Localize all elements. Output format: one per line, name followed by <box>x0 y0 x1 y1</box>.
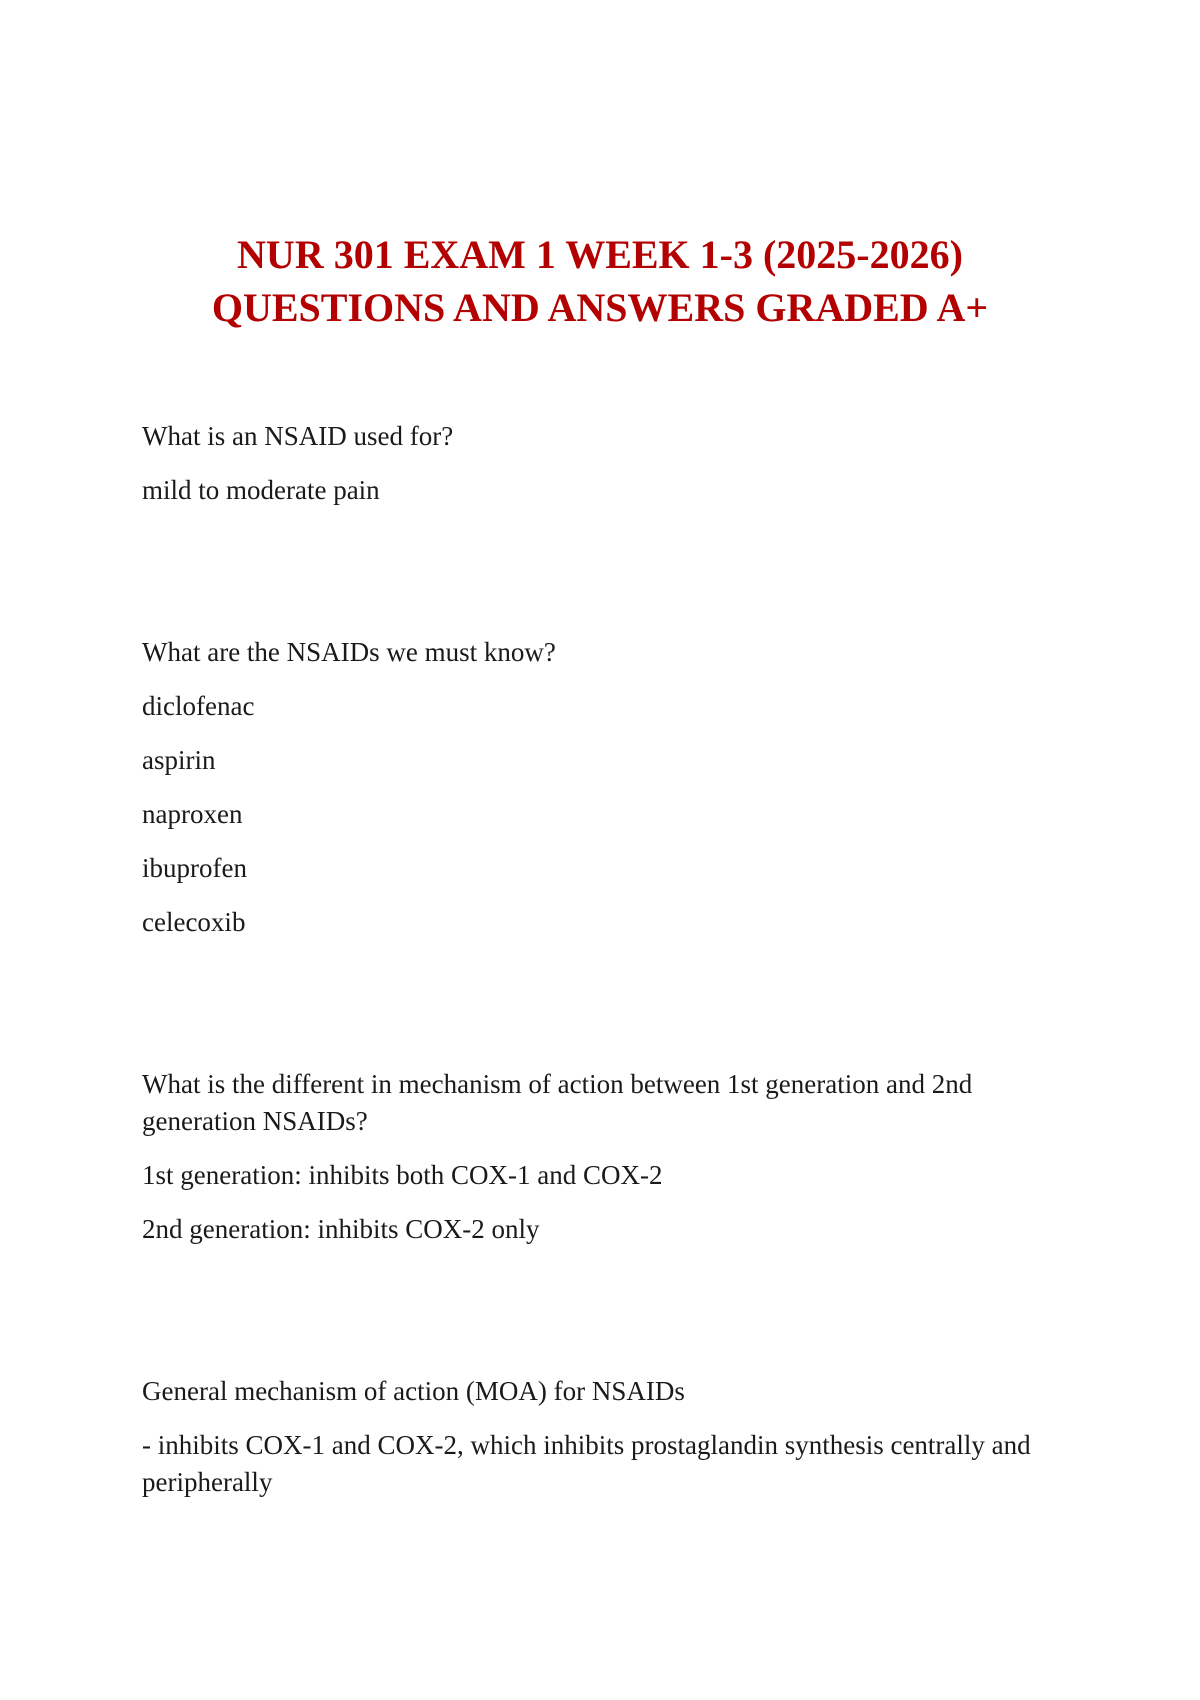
answer-text: naproxen <box>142 799 243 829</box>
qa-item-1 <box>142 418 1072 509</box>
answer-text: 2nd generation: inhibits COX-2 only <box>142 1214 540 1244</box>
question-text: What is the different in mechanism of action between 1st generation and 2nd generation NSAIDs? <box>142 1069 973 1136</box>
answer-text: mild to moderate pain <box>142 475 380 505</box>
qa-item-3 <box>142 1066 1072 1248</box>
qa-content <box>142 418 1072 1518</box>
answer-text: diclofenac <box>142 691 255 721</box>
question-text: What are the NSAIDs we must know? <box>142 637 556 667</box>
question-text: General mechanism of action (MOA) for NSAIDs <box>142 1376 685 1406</box>
question-text: What is an NSAID used for? <box>142 421 454 451</box>
answer-text: aspirin <box>142 745 216 775</box>
title-line-1: NUR 301 EXAM 1 WEEK 1-3 (2025-2026) <box>237 232 963 277</box>
answer-text: - inhibits COX-1 and COX-2, which inhibits prostaglandin synthesis centrally and peripherally <box>142 1430 1031 1497</box>
title-line-2: QUESTIONS AND ANSWERS GRADED A+ <box>211 285 989 330</box>
qa-item-4 <box>142 1373 1072 1501</box>
qa-item-2 <box>142 634 1072 941</box>
answer-text: 1st generation: inhibits both COX-1 and COX-2 <box>142 1160 663 1190</box>
document-title <box>0 228 1200 334</box>
answer-text: ibuprofen <box>142 853 247 883</box>
answer-text: celecoxib <box>142 907 246 937</box>
